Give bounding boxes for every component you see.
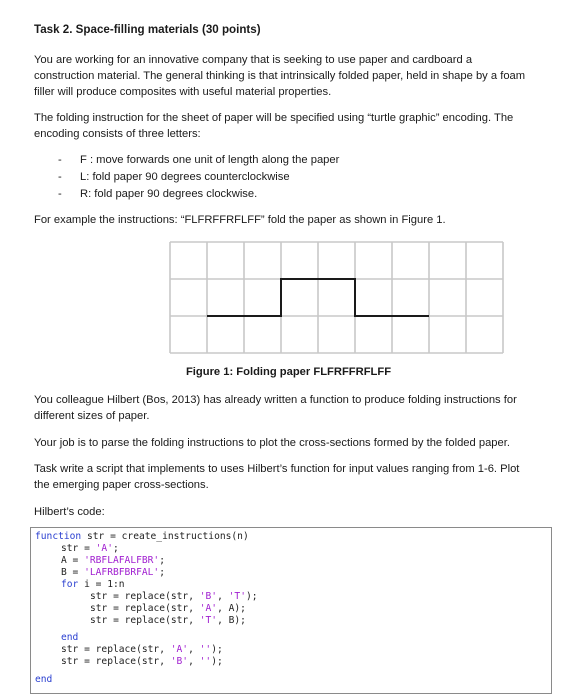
job-text: Your job is to parse the folding instructions to plot the cross-sections formed by the folded paper. [34,437,510,449]
code-line-1: function str = create_instructions(n) [35,531,249,542]
task-title: Task 2. Space-filling materials (30 points) [34,23,261,36]
code-line-10: str = replace(str, 'A', ''); [61,644,223,655]
intro-line-3: filler will produce composites with useful material properties. [34,86,332,98]
hilbert-intro-line-1: You colleague Hilbert (Bos, 2013) has already written a function to produce folding instructions for [34,394,517,406]
code-line-12: end [35,674,53,685]
bullet-dash: - [58,171,62,183]
figure-grid [170,242,503,353]
code-line-6: str = replace(str, 'B', 'T'); [90,591,258,602]
task-line-2: the emerging paper cross-sections. [34,479,209,491]
hilbert-intro-line-2: different sizes of paper. [34,410,150,422]
code-line-7: str = replace(str, 'A', A); [90,603,246,614]
intro-line-2: construction material. The general thinking is that intrinsically folded paper, held in shape by a foam [34,70,526,82]
bullet-text: F : move forwards one unit of length along the paper [80,154,340,166]
code-line-5: for i = 1:n [61,579,125,590]
figure-caption: Figure 1: Folding paper FLFRFFRFLFF [185,366,392,378]
bullet-text: R: fold paper 90 degrees clockwise. [80,188,258,200]
code-line-8: str = replace(str, 'T', B); [90,615,246,626]
code-block [30,527,552,694]
task-line-1: Task write a script that implements to uses Hilbert’s function for input values ranging from 1-6. Plot [34,463,520,475]
bullet-text: L: fold paper 90 degrees counterclockwise [80,171,290,183]
code-line-4: B = 'LAFRBFBRFAL'; [61,567,165,578]
bullet-dash: - [58,188,62,200]
encoding-line-2: encoding consists of three letters: [34,128,201,140]
code-line-11: str = replace(str, 'B', ''); [61,656,223,667]
code-line-3: A = 'RBFLAFALFBR'; [61,555,165,566]
intro-line-1: You are working for an innovative company that is seeking to use paper and cardboard a [34,54,473,66]
encoding-line-1: The folding instruction for the sheet of paper will be specified using “turtle graphic” encoding. The [34,112,514,124]
code-heading: Hilbert’s code: [34,506,105,518]
bullet-dash: - [58,154,62,166]
code-line-9: end [61,632,79,643]
code-line-2: str = 'A'; [61,543,119,554]
example-text: For example the instructions: “FLFRFFRFLFF” fold the paper as shown in Figure 1. [34,214,446,226]
